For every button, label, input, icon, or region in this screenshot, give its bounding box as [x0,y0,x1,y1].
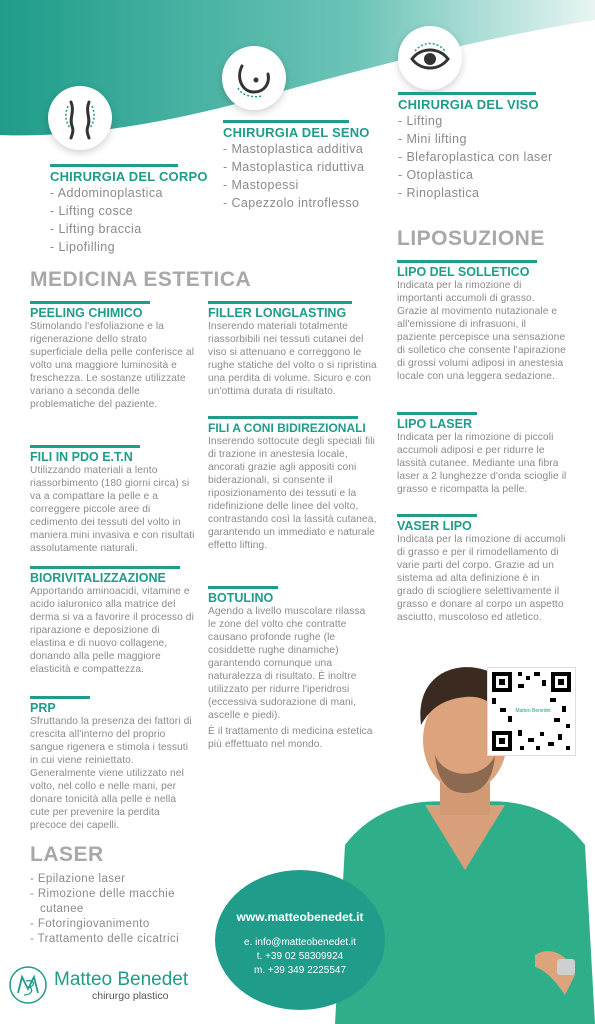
category-corpo [50,164,208,256]
list-item: - Trattamento delle cicatrici [30,932,210,947]
list-item: - Mastoplastica riduttiva [223,158,364,176]
section-lipo-solletico [397,260,567,383]
contact-badge [215,870,385,1010]
list-item: - Blefaroplastica con laser [398,148,553,166]
section-text: Indicata per la rimozione di accumoli di grasso e per il rimodellamento di varie parti del corpo. Grazie ad un sistema ad alta definizione è in grado di sciogliere selettivamente il grasso e donare al corpo un aspetto asciutto, muscoloso ed atletico. [397,534,566,623]
category-title: CHIRURGIA DEL SENO [223,120,349,140]
body-silhouette-icon [58,96,102,140]
category-list [50,184,178,256]
list-item: - Lifting braccia [50,220,178,238]
category-title: CHIRURGIA DEL VISO [398,92,536,112]
list-item: - Epilazione laser [30,872,210,887]
eye-icon [407,35,453,81]
brand-name: Matteo Benedet [54,968,189,990]
section-title: FILI IN PDO E.T.N [30,445,140,464]
section-title: FILLER LONGLASTING [208,301,352,320]
body-icon-circle [48,86,112,150]
section-text: Sfruttando la presenza dei fattori di crescita all'interno del proprio sangue rigenera e stimola i tessuti in cui viene reiniettato. Generalmente viene utilizzato nel volto, nel collo e nelle mani, per donare tonicità alla pelle e nella cute per prevenire la perdita precoce dei capelli. [30,716,192,831]
section-text: Utilizzando materiali a lento riassorbimento (180 giorni circa) si va a compattare la pelle e a correggere piccole aree di cedimento dei tessuti del volto in maniera mini invasiva e con risultati assolutamente naturali. [30,465,195,554]
list-item: - Rinoplastica [398,184,553,202]
category-title: CHIRURGIA DEL CORPO [50,164,178,184]
section-peeling [30,301,198,411]
section-filler [208,301,380,398]
breast-icon [232,56,276,100]
list-item: - Otoplastica [398,166,553,184]
list-item: - Fotoringiovanimento [30,917,210,932]
category-list [398,112,553,202]
list-item: - Lipofilling [50,238,178,256]
list-item: - Mastopessi [223,176,364,194]
laser-list [30,872,210,947]
section-text: Stimolando l'esfoliazione e la rigenerazione dello strato superficiale della pelle conferisce al volto una maggiore luminosità e freschezza. Le sostanze utilizzate variano a seconda delle problematiche del paziente. [30,321,195,410]
section-text: Indicata per la rimozione di importanti accumoli di grasso. Grazie al movimento nutazionale e all'emissione di infrasuoni, il paziente percepisce una sensazione di solletico che consente l'apirazione di grossi volumi adiposi in anestesia locale con una leggera sedazione. [397,280,566,382]
section-prp [30,696,198,832]
section-title: VASER LIPO [397,514,477,533]
section-text: Indicata per la rimozione di piccoli accumoli adiposi e per ridurre le lassità cutanee. Mediante una fibra laser a 2 lunghezze d'onda scioglie il grasso e ricompatta la pelle. [397,432,567,495]
qr-code[interactable] [487,667,576,756]
category-seno [223,120,370,212]
brand-logo [8,965,188,1005]
list-item: - Rimozione delle macchie cutanee [30,887,210,917]
section-text: Inserendo sottocute degli speciali fili di trazione in anestesia locale, ancorati grazie agli appositi coni biderazionali, si consente il riposizionamento dei tessuti e la ridefinizione delle linee del volto, contrastando così la lassità cutanea, garantendo un immediato e naturale effetto lifting. [208,436,377,551]
list-item: - Lifting cosce [50,202,178,220]
list-item: - Capezzolo introflesso [223,194,364,212]
mobile-text[interactable]: m. +39 349 2225547 [253,965,347,976]
category-list [223,140,364,212]
section-biorivitalizzazione [30,566,198,676]
section-lipo-laser [397,412,567,496]
section-text: Apportando aminoacidi, vitamine e acido ialuronico alla matrice del derma si va a favorire il processo di riparazione e deposizione di elastina e di nuovo collagene, donando alla pelle maggiore elasticità e compattezza. [30,586,194,675]
section-title: LIPO DEL SOLLETICO [397,260,537,279]
section-fili-coni [208,416,380,552]
mb-monogram-icon [8,965,48,1005]
list-item: - Addominoplastica [50,184,178,202]
breast-icon-circle [222,46,286,110]
eye-icon-circle [398,26,462,90]
section-title: FILI A CONI BIDIREZIONALI [208,416,358,435]
section-fili-pdo [30,445,200,555]
list-item: - Mini lifting [398,130,553,148]
brand-subtitle: chirurgo plastico [92,989,169,1002]
section-title: BIORIVITALIZZAZIONE [30,566,180,585]
phone-text[interactable]: t. +39 02 58309924 [256,951,344,962]
list-item: - Mastoplastica additiva [223,140,364,158]
list-item: - Lifting [398,112,553,130]
qr-label: Matteo Benedet [515,708,551,714]
laser-title: LASER [30,843,104,866]
category-viso [398,92,553,202]
section-title: PEELING CHIMICO [30,301,150,320]
liposuzione-title: LIPOSUZIONE [397,227,545,250]
email-text[interactable]: e. info@matteobenedet.it [244,937,356,948]
section-text: Agendo a livello muscolare rilassa le zone del volto che contratte causano profonde rughe (le cosiddette rughe dinamiche) garantendo comunque una naturalezza di risultato. È inoltre utilizzato per ridurre l'iperidrosi (eccessiva sudorazione di mani, ascelle e piedi). [208,606,366,721]
section-text: Inserendo materiali totalmente riassorbibili nei tessuti cutanei del viso si attenuano e correggono le rughe statiche del volto o si ripristina una perdita di volume. Sicuro e con un'ottima durata di risultato. [208,321,377,397]
section-vaser-lipo [397,514,567,624]
section-title: LIPO LASER [397,412,477,431]
website-link[interactable]: www.matteobenedet.it [236,910,364,924]
section-text-2: È il trattamento di medicina estetica più effettuato nel mondo. [208,726,373,750]
medicina-title: MEDICINA ESTETICA [30,268,252,291]
section-title: PRP [30,696,90,715]
section-title: BOTULINO [208,586,278,605]
